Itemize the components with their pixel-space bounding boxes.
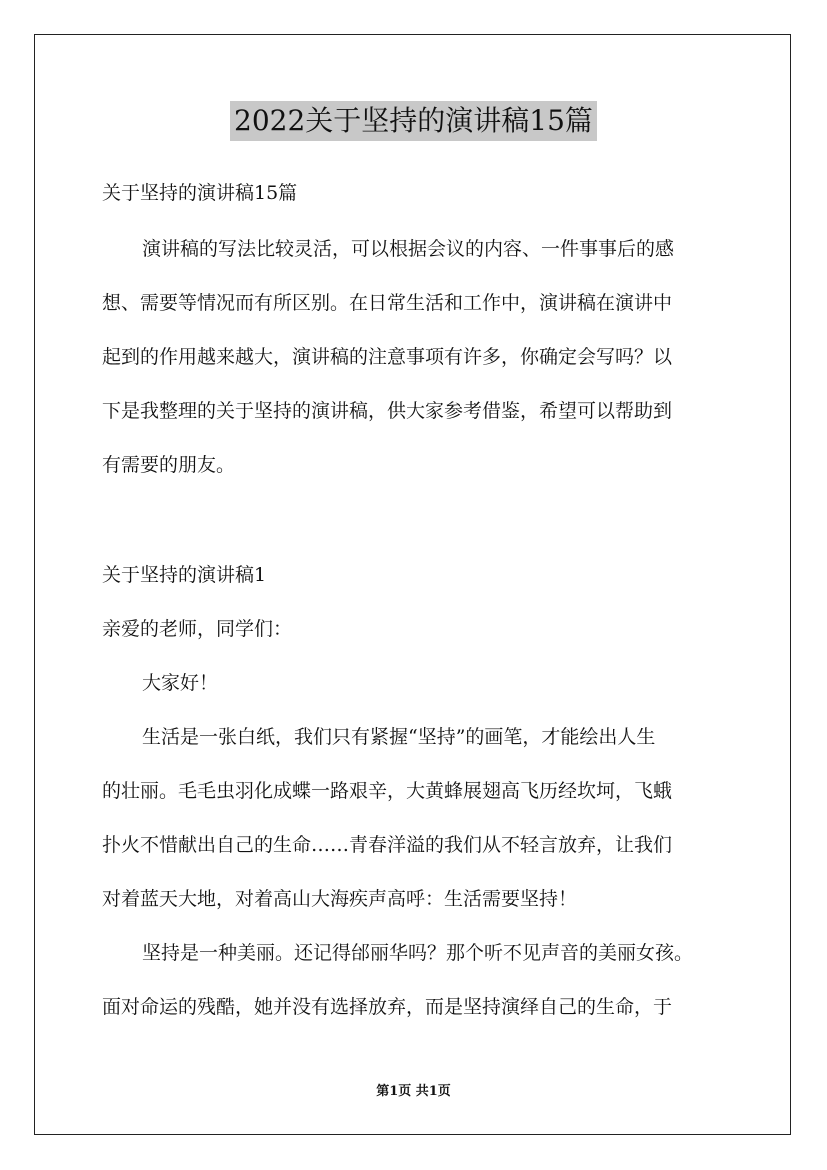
salutation: 亲爱的老师，同学们： xyxy=(102,618,293,640)
body-line-2: 的壮丽。毛毛虫羽化成蝶一路艰辛，大黄蜂展翅高飞历经坎坷，飞蛾 xyxy=(102,780,673,802)
subtitle: 关于坚持的演讲稿15篇 xyxy=(102,182,298,204)
intro-line-1: 演讲稿的写法比较灵活，可以根据会议的内容、一件事事后的感 xyxy=(142,238,675,260)
intro-line-3: 起到的作用越来越大，演讲稿的注意事项有许多，你确定会写吗？以 xyxy=(102,346,673,368)
section-heading: 关于坚持的演讲稿1 xyxy=(102,564,267,586)
intro-line-2: 想、需要等情况而有所区别。在日常生活和工作中，演讲稿在演讲中 xyxy=(102,292,673,314)
intro-line-4: 下是我整理的关于坚持的演讲稿，供大家参考借鉴，希望可以帮助到 xyxy=(102,400,673,422)
page-number-label: 第1页 共1页 xyxy=(376,1084,451,1099)
intro-line-5: 有需要的朋友。 xyxy=(102,454,236,476)
body-line-6: 面对命运的残酷，她并没有选择放弃，而是坚持演绎自己的生命，于 xyxy=(102,996,673,1018)
page-footer xyxy=(0,1083,827,1101)
title-container xyxy=(0,101,827,141)
body-line-3: 扑火不惜献出自己的生命……青春洋溢的我们从不轻言放弃，让我们 xyxy=(102,834,673,856)
body-line-1: 生活是一张白纸，我们只有紧握“坚持”的画笔，才能绘出人生 xyxy=(142,726,656,748)
greeting: 大家好！ xyxy=(142,672,219,694)
document-title: 2022关于坚持的演讲稿15篇 xyxy=(230,101,597,141)
body-line-4: 对着蓝天大地，对着高山大海疾声高呼：生活需要坚持！ xyxy=(102,888,578,910)
body-line-5: 坚持是一种美丽。还记得邰丽华吗？那个听不见声音的美丽女孩。 xyxy=(142,942,694,964)
